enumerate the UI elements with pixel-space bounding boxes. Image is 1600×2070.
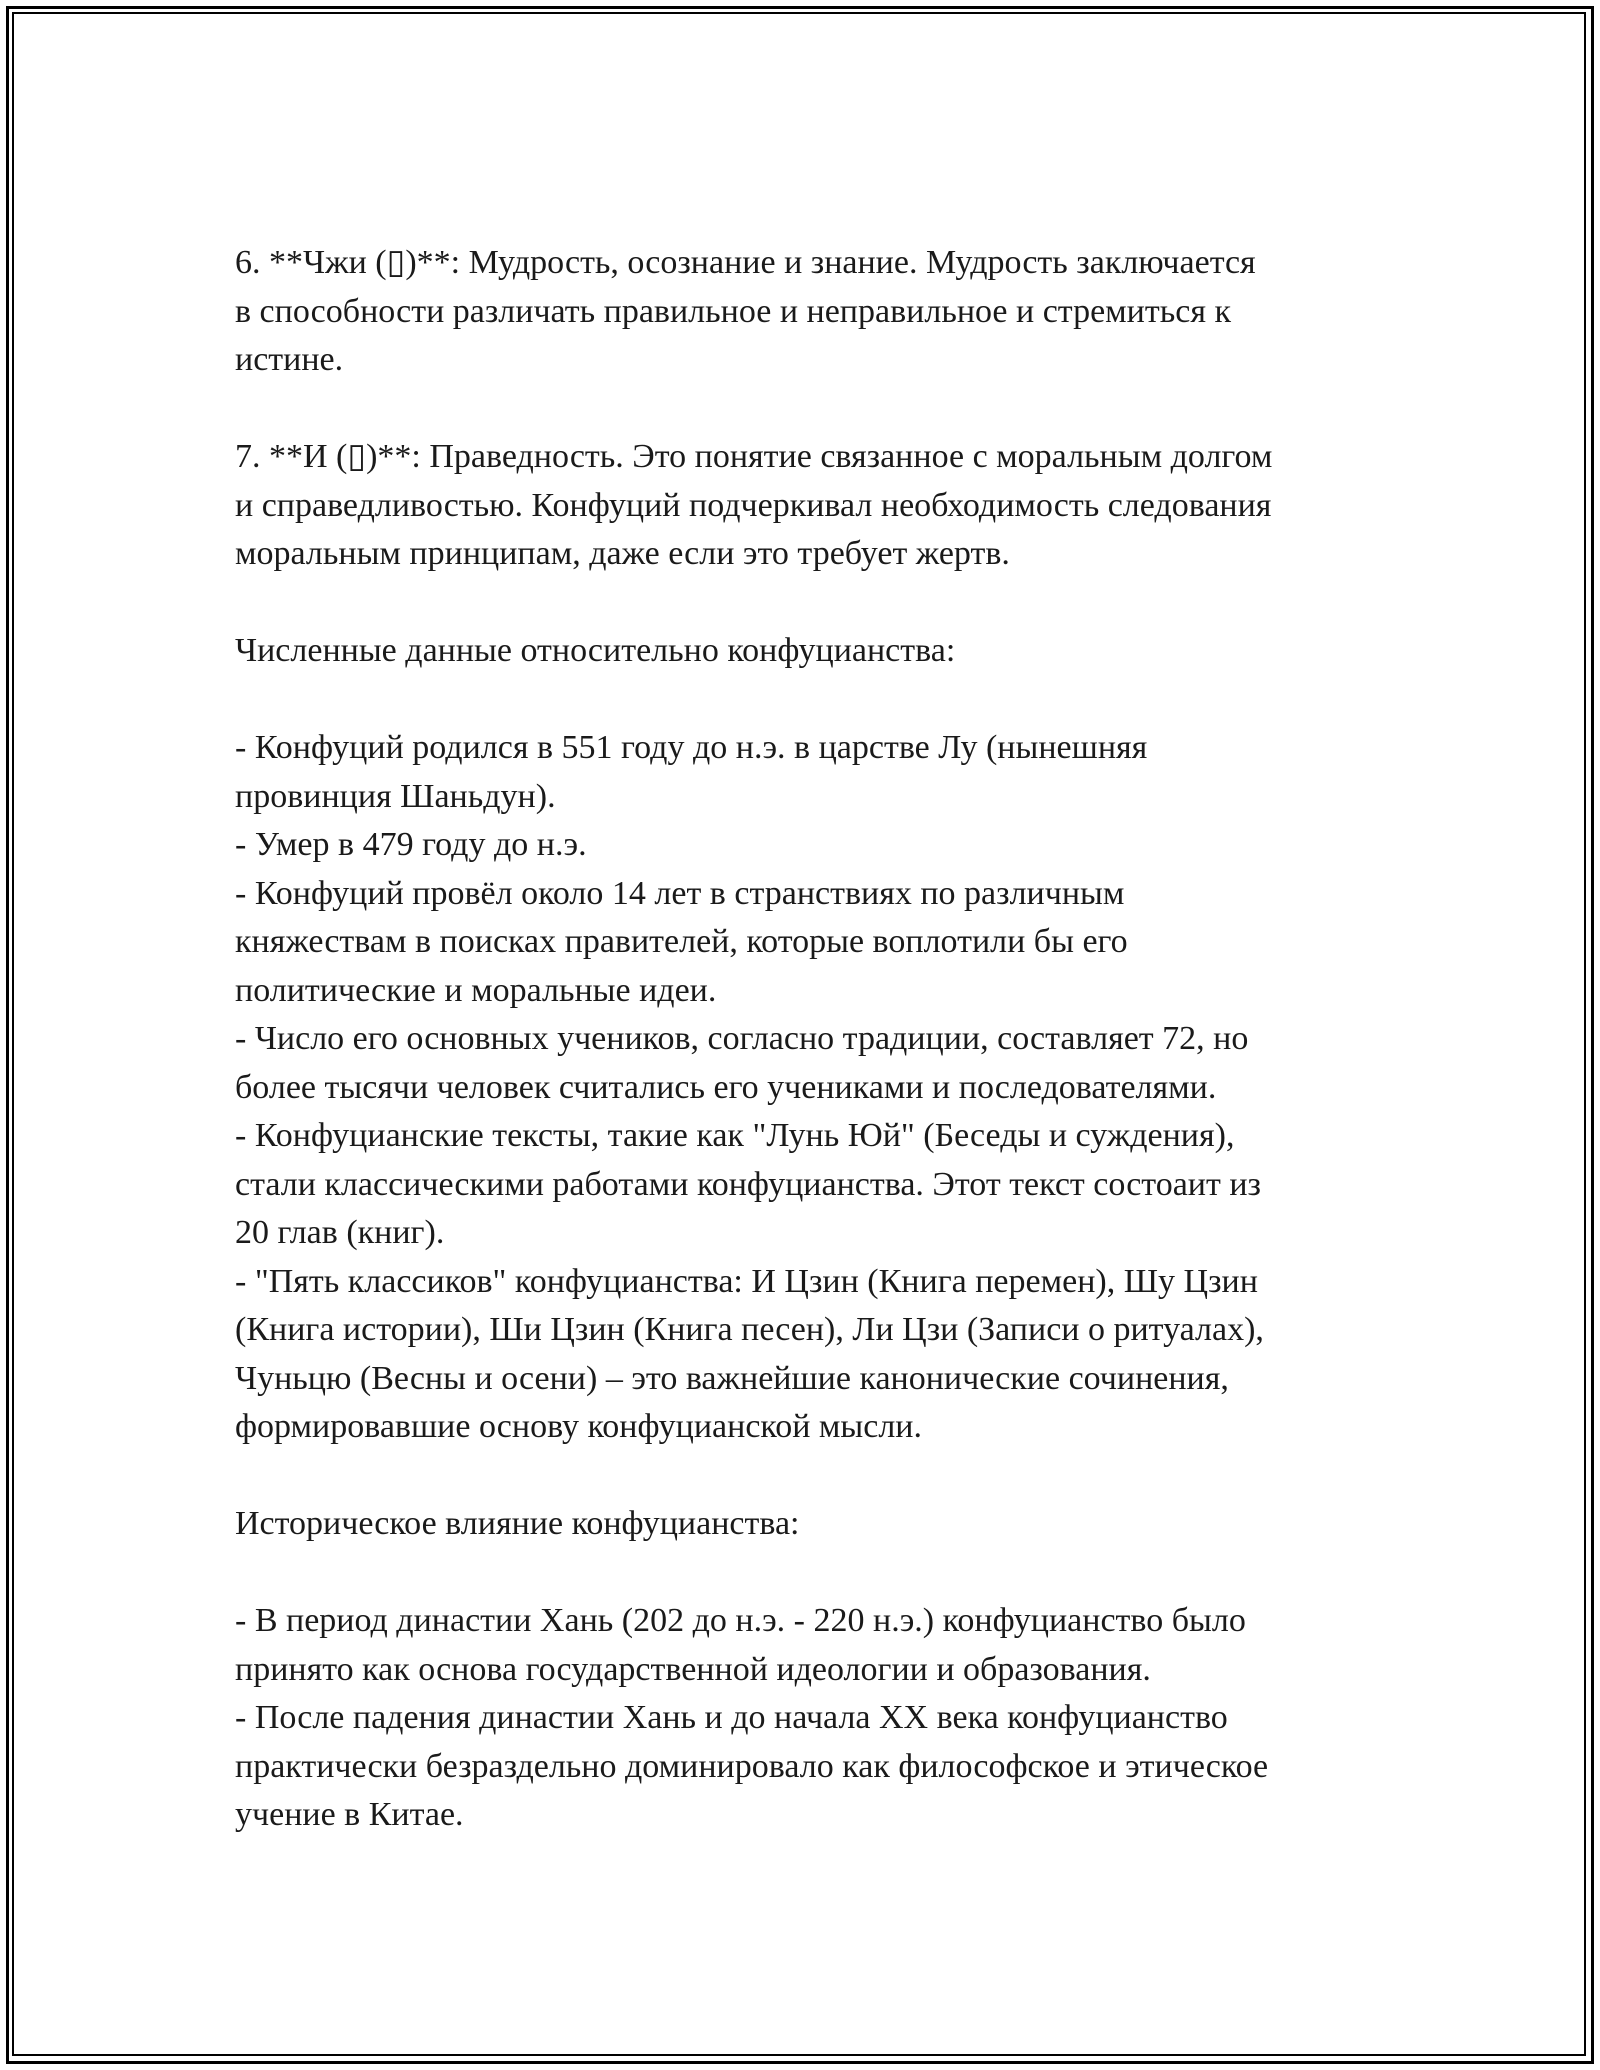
paragraph-gap <box>235 579 1395 628</box>
heading-line: Историческое влияние конфуцианства: <box>235 1505 800 1542</box>
list-line: - Конфуций родился в 551 году до н.э. в царстве Лу (нынешняя <box>235 729 1148 766</box>
list-line: стали классическими работами конфуцианства. Этот текст состоаит из <box>235 1165 1261 1203</box>
paragraph-i <box>235 433 1395 579</box>
paragraph-gap <box>235 385 1395 434</box>
text-line: и справедливостью. Конфуций подчеркивал необходимость следования <box>235 486 1272 524</box>
list-line: - "Пять классиков" конфуцианства: И Цзин (Книга перемен), Шу Цзин <box>235 1262 1258 1300</box>
text-line: 6. **Чжи (▯)**: Мудрость, осознание и знание. Мудрость заключается <box>235 244 1256 281</box>
list-numeric-facts <box>235 724 1395 1452</box>
list-line: политические и моральные идеи. <box>235 971 717 1009</box>
list-line: - Умер в 479 году до н.э. <box>235 826 587 863</box>
list-line: - В период династии Хань (202 до н.э. - 220 н.э.) конфуцианство было <box>235 1602 1246 1639</box>
list-line: провинция Шаньдун). <box>235 777 556 815</box>
section-heading-historical-influence <box>235 1500 1395 1549</box>
paragraph-gap <box>235 676 1395 725</box>
list-line: - После падения династии Хань и до начала XX века конфуцианство <box>235 1699 1228 1736</box>
list-line: - Конфуцианские тексты, такие как "Лунь Юй" (Беседы и суждения), <box>235 1117 1235 1154</box>
paragraph-gap <box>235 1549 1395 1598</box>
list-line: более тысячи человек считались его учениками и последователями. <box>235 1068 1217 1106</box>
list-line: Чуньцю (Весны и осени) – это важнейшие канонические сочинения, <box>235 1359 1229 1397</box>
list-line: 20 глав (книг). <box>235 1214 445 1251</box>
text-line: моральным принципам, даже если это требует жертв. <box>235 535 1010 572</box>
list-line: формировавшие основу конфуцианской мысли. <box>235 1408 923 1445</box>
list-line: учение в Китае. <box>235 1796 464 1833</box>
text-line: истине. <box>235 341 344 378</box>
list-line: практически безраздельно доминировало как философское и этическое <box>235 1747 1269 1785</box>
document-body <box>235 239 1395 1840</box>
list-historical-facts <box>235 1597 1395 1840</box>
paragraph-gap <box>235 1452 1395 1501</box>
heading-line: Численные данные относительно конфуцианства: <box>235 632 956 669</box>
list-line: - Число его основных учеников, согласно традиции, составляет 72, но <box>235 1020 1249 1057</box>
list-line: - Конфуций провёл около 14 лет в странствиях по различным <box>235 874 1125 912</box>
list-line: (Книга истории), Ши Цзин (Книга песен), Ли Цзи (Записи о ритуалах), <box>235 1311 1264 1348</box>
section-heading-numeric-data <box>235 627 1395 676</box>
text-line: 7. **И (▯)**: Праведность. Это понятие связанное с моральным долгом <box>235 438 1273 475</box>
list-line: княжествам в поисках правителей, которые воплотили бы его <box>235 923 1128 960</box>
paragraph-chzhi <box>235 239 1395 385</box>
list-line: принято как основа государственной идеологии и образования. <box>235 1650 1151 1688</box>
text-line: в способности различать правильное и неправильное и стремиться к <box>235 292 1231 330</box>
